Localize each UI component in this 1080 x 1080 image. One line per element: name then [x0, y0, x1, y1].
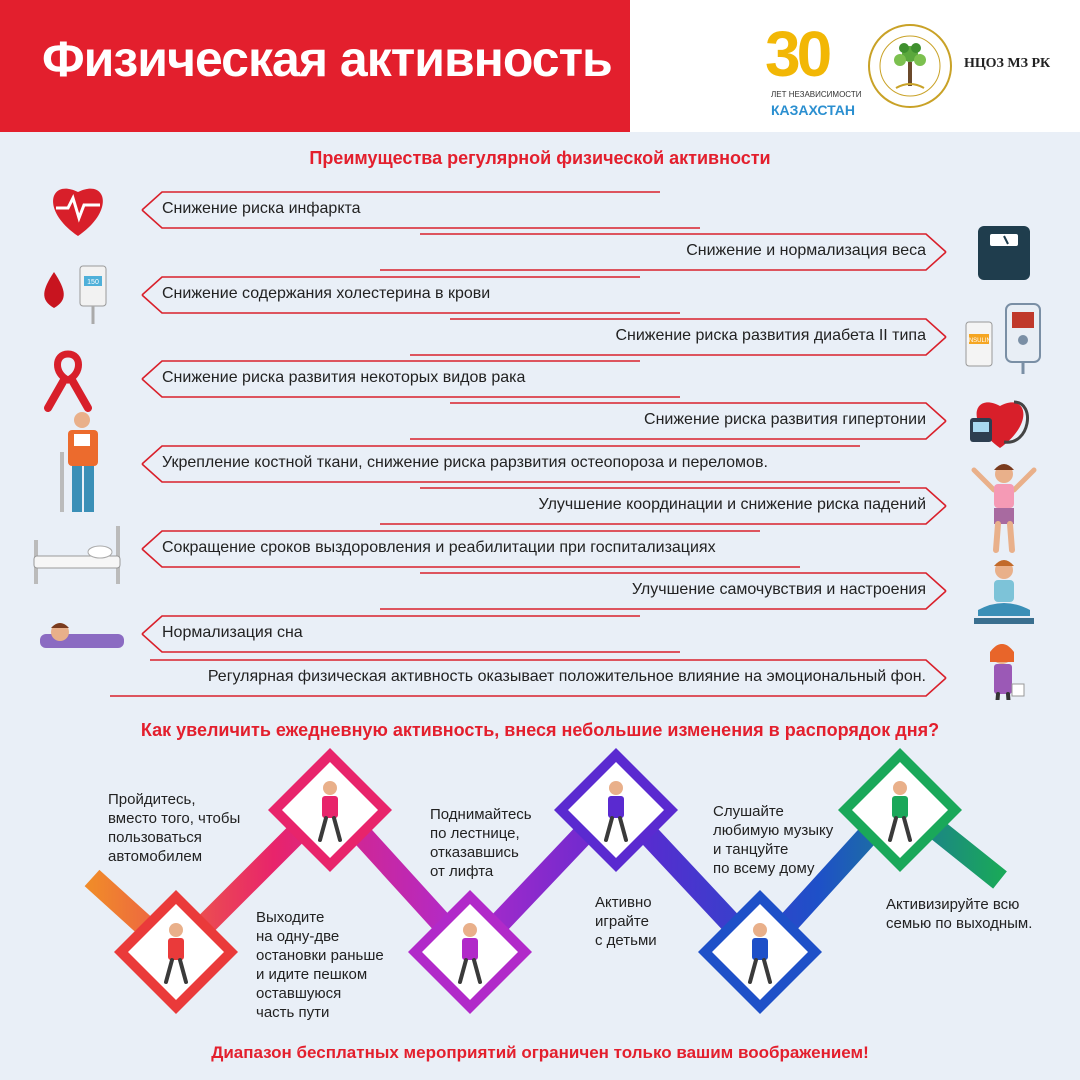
logo-country: КАЗАХСТАН — [771, 102, 855, 118]
tip-text: Слушайте любимую музыку и танцуйте по всему дому — [713, 803, 834, 877]
benefit-text: Сокращение сроков выздоровления и реабилитации при госпитализациях — [162, 539, 716, 556]
glucometer-insulin-icon — [966, 304, 1040, 374]
logo-number: 30 — [765, 18, 829, 90]
benefit-text: Укрепление костной ткани, снижение риска рарзвития остеопороза и переломов. — [162, 454, 768, 471]
hospital-bed-icon — [34, 526, 120, 584]
benefit-text: Нормализация сна — [162, 624, 303, 641]
activity-steps-diagram — [0, 740, 1080, 1040]
benefit-text: Улучшение координации и снижение риска падений — [538, 496, 926, 513]
blood-drop-meter-icon — [44, 266, 106, 324]
logo-subtitle: ЛЕТ НЕЗАВИСИМОСТИ — [771, 90, 862, 99]
benefit-text: Снижение содержания холестерина в крови — [162, 285, 491, 302]
tip-text: Выходите на одну-две остановки раньше и идите пешком оставшуюся часть пути — [256, 909, 384, 1021]
benefit-text: Снижение риска развития диабета II типа — [615, 327, 926, 344]
stretching-woman-icon — [974, 464, 1034, 550]
tip-text: Активизируйте всю семью по выходным. — [886, 896, 1033, 932]
meditating-woman-icon — [974, 560, 1034, 624]
scale-icon — [978, 226, 1030, 280]
tip-text: Поднимайтесь по лестнице, отказавшись от лифта — [430, 806, 532, 880]
svg-text:150: 150 — [87, 279, 99, 286]
tips-title: Как увеличить ежедневную активность, внеся небольшие изменения в распорядок дня? — [140, 720, 940, 740]
sleeping-person-icon — [40, 623, 124, 648]
stressed-woman-icon — [990, 644, 1024, 700]
heart-tonometer-icon — [970, 402, 1027, 448]
footer-slogan: Диапазон бесплатных мероприятий ограничен только вашим воображением! — [211, 1043, 869, 1062]
benefit-text: Снижение риска развития гипертонии — [644, 411, 926, 428]
heart-pulse-icon — [53, 189, 103, 236]
injured-man-crutch-icon — [60, 412, 98, 512]
tip-text: Активно играйте с детьми — [595, 894, 657, 949]
benefit-text: Улучшение самочувствия и настроения — [631, 581, 926, 598]
page-title: Физическая активность — [42, 31, 612, 87]
benefits-title: Преимущества регулярной физической активности — [309, 148, 771, 168]
benefit-text: Снижение риска развития некоторых видов рака — [162, 369, 526, 386]
organization-name: НЦОЗ МЗ РК — [964, 56, 1051, 71]
benefit-text: Регулярная физическая активность оказывает положительное влияние на эмоциональный фон. — [207, 668, 926, 685]
benefit-text: Снижение риска инфаркта — [162, 200, 361, 217]
awareness-ribbon-icon — [48, 354, 88, 408]
svg-text:INSULIN: INSULIN — [967, 338, 991, 344]
tip-text: Пройдитесь, вместо того, чтобы пользоваться автомобилем — [108, 791, 241, 865]
benefit-text: Снижение и нормализация веса — [686, 242, 926, 259]
